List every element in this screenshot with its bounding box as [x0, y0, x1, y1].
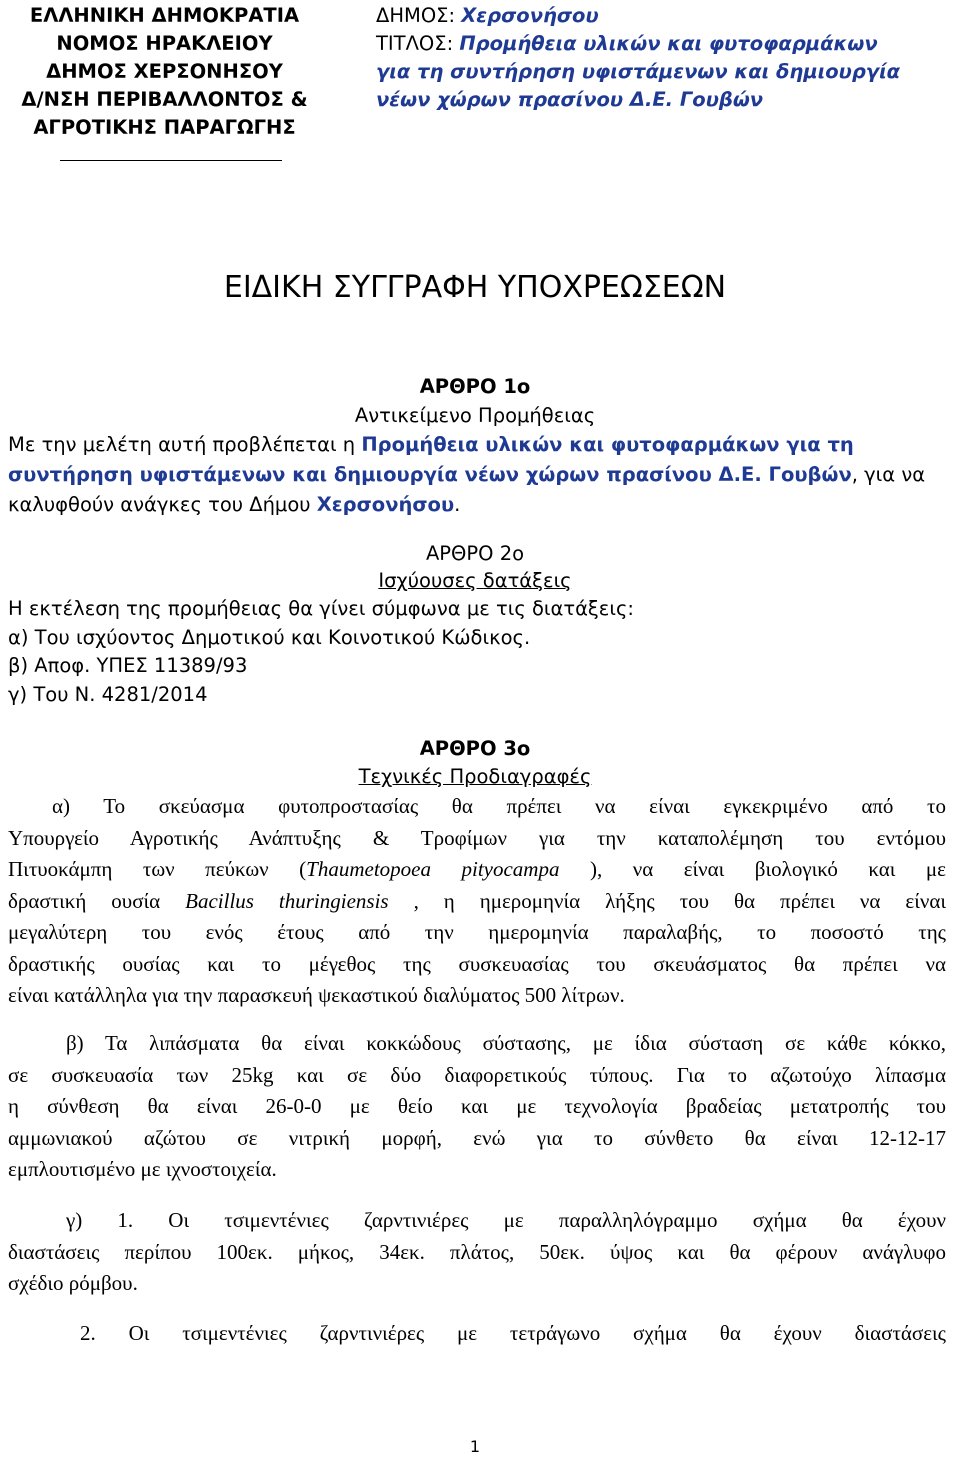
para-a-line-3-post: ), να είναι βιολογικό και με [559, 857, 946, 881]
header-divider [60, 160, 282, 161]
title-label: ΤΙΤΛΟΣ: [376, 32, 460, 55]
article2-body [8, 595, 946, 709]
municipality-value: Χερσονήσου [461, 4, 599, 27]
header-directorate: Δ/ΝΣΗ ΠΕΡΙΒΑΛΛΟΝΤΟΣ & [21, 88, 308, 111]
para-a-line-3-pre: Πιτυοκάμπη των πεύκων ( [8, 857, 307, 881]
para-d-line-1: 2. Οι τσιμεντένιες ζαρντινιέρες με τετράγωνο σχήμα θα έχουν διαστάσεις [80, 1321, 946, 1345]
article2-subheading: Ισχύουσες δατάξεις [378, 569, 572, 592]
header-left-block [12, 2, 317, 142]
article1-heading: ΑΡΘΡΟ 1ο [419, 375, 531, 398]
para-b-line-1: β) Τα λιπάσματα θα είναι κοκκώδους σύστασης, με ίδια σύσταση σε κάθε κόκκο, [66, 1031, 946, 1055]
article2-item-a: α) Του ισχύοντος Δημοτικού και Κοινοτικού Κώδικος. [8, 625, 531, 649]
para-a-line-4 [8, 886, 946, 918]
article3-para-c [8, 1205, 946, 1300]
para-a-line-3 [8, 854, 946, 886]
para-b-line-3: η σύνθεση θα είναι 26-0-0 με θείο και με τεχνολογία βραδείας μετατροπής του [8, 1094, 946, 1118]
article2-intro: Η εκτέλεση της προμήθειας θα γίνει σύμφωνα με τις διατάξεις: [8, 597, 634, 620]
article1-subheading: Αντικείμενο Προμήθειας [354, 404, 596, 427]
article3-subheading: Τεχνικές Προδιαγραφές [358, 765, 592, 788]
title-value-1: Προμήθεια υλικών και φυτοφαρμάκων [459, 32, 878, 55]
para-c-line-2: διαστάσεις περίπου 100εκ. μήκος, 34εκ. πλάτος, 50εκ. ύψος και θα φέρουν ανάγλυφο [8, 1239, 946, 1264]
article2-item-b: β) Αποφ. ΥΠΕΣ 11389/93 [8, 654, 248, 677]
para-b-line-4: αμμωνιακού αζώτου σε νιτρική μορφή, ενώ για το σύνθετο θα είναι 12-12-17 [8, 1125, 946, 1150]
para-a-line-6: δραστικής ουσίας και το μέγεθος της συσκευασίας του σκευάσματος θα πρέπει να [8, 951, 946, 976]
article3-para-a [8, 791, 946, 1012]
article1-text-e: . [454, 493, 461, 516]
header-municipality: ΔΗΜΟΣ ΧΕΡΣΟΝΗΣΟΥ [46, 60, 283, 83]
para-a-line-4-pre: δραστική ουσία [8, 888, 186, 913]
article1-body [8, 430, 946, 520]
para-b-line-2: σε συσκευασία των 25kg και σε δύο διαφορετικούς τύπους. Για το αζωτούχο λίπασμα [8, 1062, 946, 1087]
header-country: ΕΛΛΗΝΙΚΗ ΔΗΜΟΚΡΑΤΙΑ [29, 4, 300, 27]
para-a-line-5: μεγαλύτερη του ενός έτους από την ημερομηνία παραλαβής, το ποσοστό της [8, 920, 946, 944]
article1-text-d: Χερσονήσου [316, 493, 455, 516]
article3-para-d [8, 1318, 946, 1350]
article2-heading: ΑΡΘΡΟ 2ο [425, 542, 525, 565]
bacillus-name: Bacillus thuringiensis [185, 888, 389, 913]
para-a-line-1: α) Το σκεύασμα φυτοπροστασίας θα πρέπει να είναι εγκεκριμένο από το [52, 794, 946, 818]
title-value-3: νέων χώρων πρασίνου Δ.Ε. Γουβών [376, 88, 764, 111]
article3-para-b [8, 1028, 946, 1186]
header-prefecture: ΝΟΜΟΣ ΗΡΑΚΛΕΙΟΥ [56, 32, 273, 55]
document-title: ΕΙΔΙΚΗ ΣΥΓΓΡΑΦΗ ΥΠΟΧΡΕΩΣΕΩΝ [223, 270, 727, 305]
article1-text-c: , για να καλυφθούν ανάγκες του Δήμου [8, 463, 926, 516]
para-a-line-4-post: , η ημερομηνία λήξης του θα πρέπει να είναι [388, 888, 947, 913]
article1-text-a: Με την μελέτη αυτή προβλέπεται η [8, 433, 362, 456]
species-name: Thaumetopoea pityocampa [306, 857, 560, 881]
article2-item-c: γ) Του Ν. 4281/2014 [8, 682, 208, 706]
header-right-block [376, 2, 936, 114]
header-municipality-line [376, 2, 936, 30]
article1-text-b: Προμήθεια υλικών και φυτοφαρμάκων για τη συντήρηση υφιστάμενων και δημιουργία νέων χώρων πρασίνου Δ.Ε. Γουβών [8, 433, 854, 486]
header-directorate-cont: ΑΓΡΟΤΙΚΗΣ ΠΑΡΑΓΩΓΗΣ [33, 116, 296, 139]
article3-heading: ΑΡΘΡΟ 3ο [419, 737, 531, 760]
header-title-line [376, 30, 936, 58]
municipality-label: ΔΗΜΟΣ: [376, 4, 462, 27]
para-a-line-2: Υπουργείο Αγροτικής Ανάπτυξης & Τροφίμων για την καταπολέμηση του εντόμου [8, 825, 946, 850]
title-value-2: για τη συντήρηση υφιστάμενων και δημιουργία [376, 60, 901, 83]
page-number: 1 [469, 1437, 481, 1456]
para-a-line-7: είναι κατάλληλα για την παρασκευή ψεκαστικού διαλύματος 500 λίτρων. [8, 983, 625, 1007]
para-c-line-3: σχέδιο ρόμβου. [8, 1271, 138, 1295]
para-b-line-5: εμπλουτισμένο με ιχνοστοιχεία. [8, 1157, 277, 1181]
para-c-line-1: γ) 1. Οι τσιμεντένιες ζαρντινιέρες με παραλληλόγραμμο σχήμα θα έχουν [66, 1208, 946, 1232]
